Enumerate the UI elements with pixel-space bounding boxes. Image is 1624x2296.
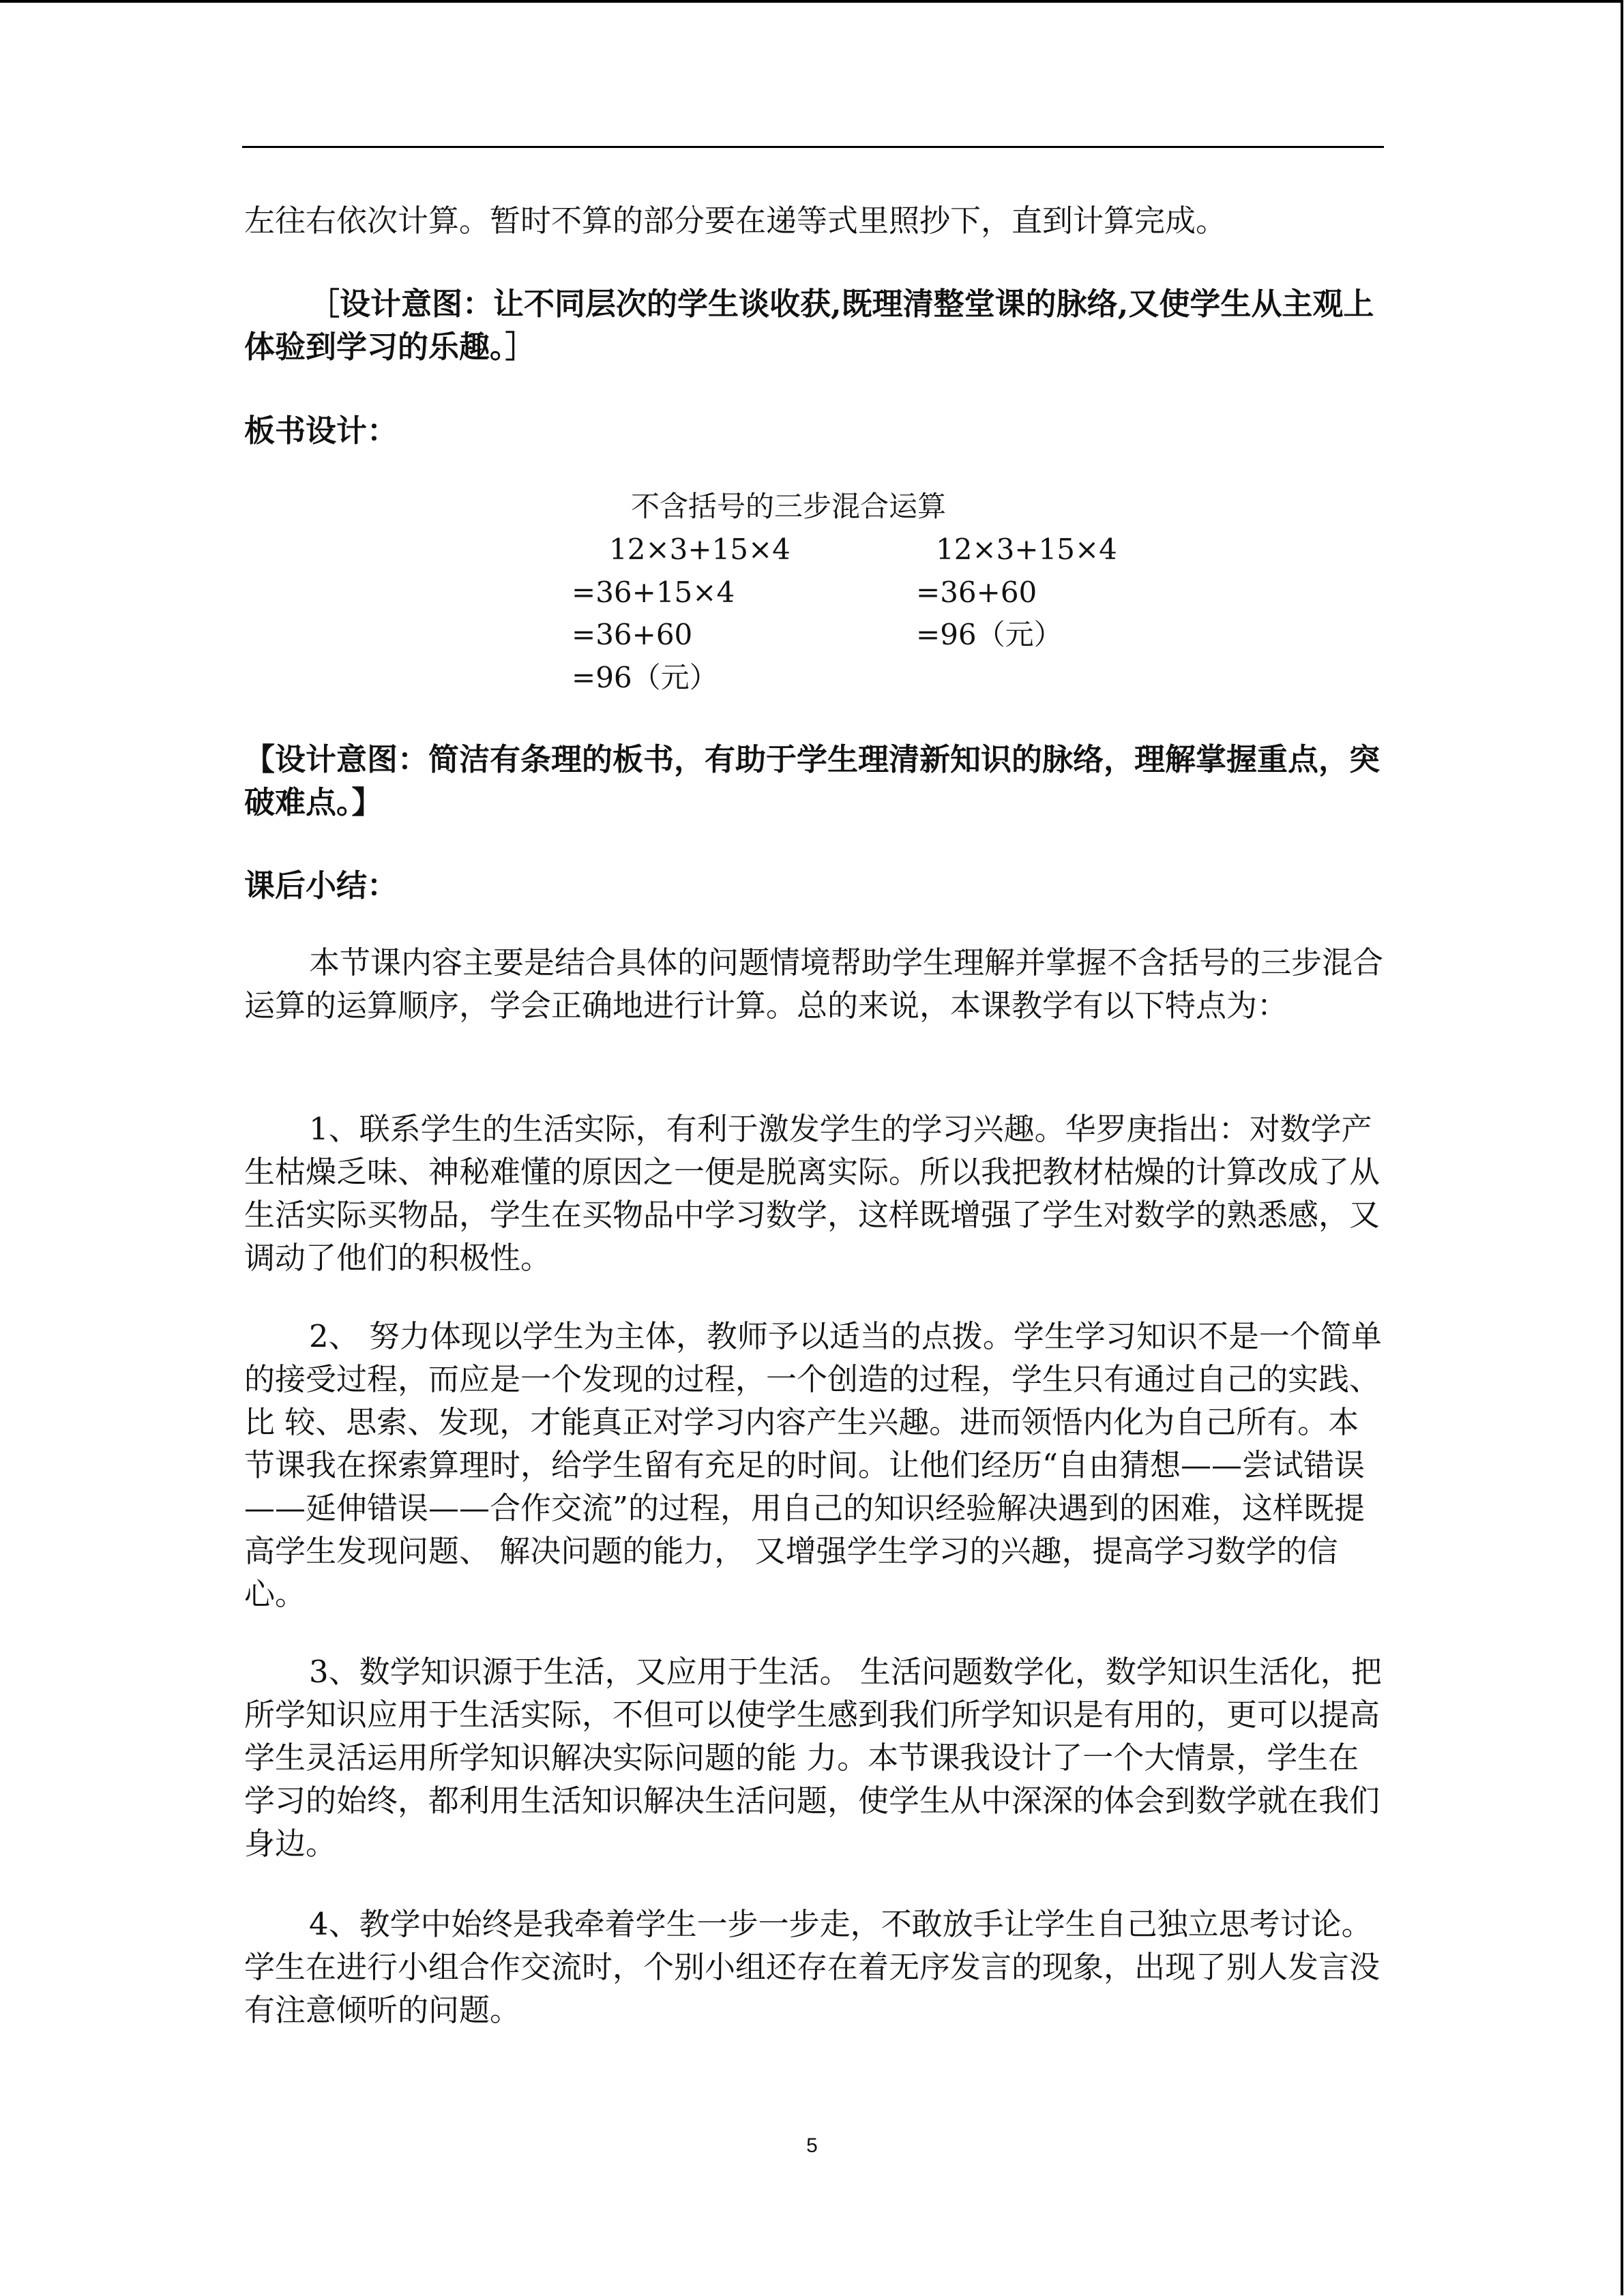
board-left-line-3: =36+60 bbox=[572, 618, 693, 651]
design-intent-2: 【设计意图：简洁有条理的板书，有助于学生理清新知识的脉络，理解掌握重点，突破难点。】 bbox=[244, 741, 1381, 820]
design-intent-1: ［设计意图：让不同层次的学生谈收获,既理清整堂课的脉络,又使学生从主观上体验到学习的乐趣。］ bbox=[244, 286, 1374, 365]
board-design-heading: 板书设计： bbox=[244, 413, 398, 449]
header-rule bbox=[242, 146, 1384, 148]
board-right-line-2: =36+60 bbox=[916, 576, 1037, 609]
point-1: 1、联系学生的生活实际，有利于激发学生的学习兴趣。华罗庚指出：对数学产生枯燥乏味、神秘难懂的原因之一便是脱离实际。所以我把教材枯燥的计算改成了从生活实际买物品，学生在买物品中学习数学，这样既增强了学生对数学的熟悉感，又调动了他们的积极性。 bbox=[244, 1111, 1381, 1276]
paragraph-continuation: 左往右依次计算。暂时不算的部分要在递等式里照抄下，直到计算完成。 bbox=[244, 203, 1227, 239]
board-left-line-2: =36+15×4 bbox=[572, 576, 735, 609]
point-3: 3、数学知识源于生活，又应用于生活。 生活问题数学化，数学知识生活化，把所学知识应用于生活实际，不但可以使学生感到我们所学知识是有用的，更可以提高学生灵活运用所学知识解决实际问题的能 力。本节课我设计了一个大情景，学生在学习的始终，都利用生活知识解决生活问题，使学生从中深深的体会到数学就在我们身边。 bbox=[244, 1654, 1382, 1862]
summary-heading: 课后小结： bbox=[244, 867, 398, 904]
board-right-line-3: =96（元） bbox=[916, 618, 1063, 651]
summary-intro: 本节课内容主要是结合具体的问题情境帮助学生理解并掌握不含括号的三步混合运算的运算顺序，学会正确地进行计算。总的来说，本课教学有以下特点为： bbox=[244, 944, 1384, 1024]
board-title: 不含括号的三步混合运算 bbox=[631, 490, 947, 523]
board-left-line-4: =96（元） bbox=[572, 661, 718, 694]
point-4: 4、教学中始终是我牵着学生一步一步走，不敢放手让学生自己独立思考讨论。学生在进行小组合作交流时，个别小组还存在着无序发言的现象，出现了别人发言没有注意倾听的问题。 bbox=[244, 1906, 1381, 2028]
board-left-line-1: 12×3+15×4 bbox=[609, 533, 791, 566]
point-2: 2、 努力体现以学生为主体，教师予以适当的点拨。学生学习知识不是一个简单的接受过程，而应是一个发现的过程，一个创造的过程，学生只有通过自己的实践、比 较、思索、发现，才能真正对学习内容产生兴趣。进而领悟内化为自己所有。本节课我在探索算理时，给学生留有充足的时间。让他们经历“自由猜想——尝试错误——延伸错误——合作交流”的过程，用自己的知识经验解决遇到的困难，这样既提高学生发现问题、 解决问题的能力， 又增强学生学习的兴趣，提高学习数学的信心。 bbox=[244, 1318, 1382, 1612]
page-number: 5 bbox=[806, 2134, 818, 2157]
board-right-line-1: 12×3+15×4 bbox=[936, 533, 1117, 566]
